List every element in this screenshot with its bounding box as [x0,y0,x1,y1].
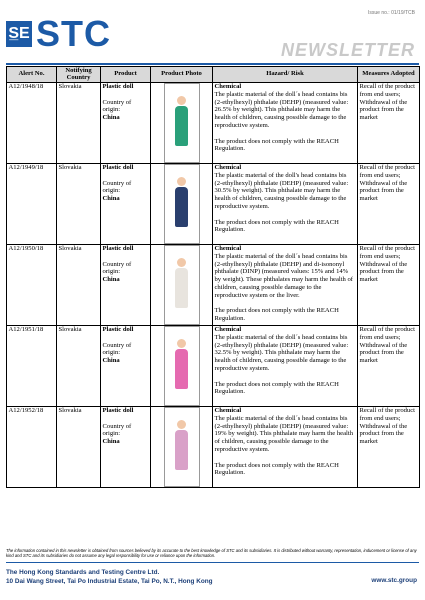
product-photo-cell [151,83,213,164]
measures-adopted: Recall of the product from end users; Withdrawal of the product from the market [358,326,420,407]
compliance-note: The product does not comply with the REACH Regulation. [214,461,339,477]
notifying-country: Slovakia [57,245,101,326]
table-row [7,326,420,407]
origin-country: China [102,276,120,284]
product-cell [101,83,151,164]
compliance-note: The product does not comply with the REACH Regulation. [214,137,339,153]
doll-head-shape [177,258,186,267]
origin-label: Country of origin: [102,341,132,357]
product-photo-cell [151,164,213,245]
doll-head-shape [177,96,186,105]
hazard-description: The plastic material of the doll´s head contains bis (2-ethylhexyl) phthalate (DEHP) (measured value: 26.5% by weight). This phthalate may harm the health of children, causing possible damage to the reproductive system. [214,90,349,129]
doll-body-shape [175,268,188,308]
hazard-description: The plastic material of the doll's head contains bis (2-ethylhexyl) phthalate (DEHP) (measured value: 30.5% by weight). This phthalate may harm the health of children, causing possible damage to the reproductive system. [214,171,349,210]
page-header [0,0,425,66]
product-cell [101,245,151,326]
doll-head-shape [177,339,186,348]
notifying-country: Slovakia [57,164,101,245]
hazard-cell [213,245,358,326]
doll-head-shape [177,420,186,429]
alert-number: A12/1952/18 [7,407,57,488]
stc-logo-mark: S̲E [6,21,32,47]
measures-adopted: Recall of the product from end users; Withdrawal of the product from the market [358,83,420,164]
header-alert-no: Alert No. [7,67,57,83]
measures-adopted: Recall of the product from end users; Withdrawal of the product from the market [358,245,420,326]
origin-country: China [102,438,120,446]
table-row [7,83,420,164]
product-cell [101,407,151,488]
footer-disclaimer: The information contained in this newsletter is obtained from sources believed by its accurate to the best knowledge of STC and its subsidiaries. It is distributed without warranty, representation, inducement or license of any kind and STC and its subsidiaries do not assume any legal responsibility for use or reliance upon the information. [6,548,417,558]
header-measures-adopted: Measures Adopted [358,67,420,83]
table-row [7,407,420,488]
hazard-type: Chemical [214,164,242,171]
hazard-type: Chemical [214,83,242,90]
company-website: www.stc.group [371,577,417,584]
hazard-cell [213,83,358,164]
company-name: The Hong Kong Standards and Testing Centre Ltd. [6,569,160,576]
header-product-photo: Product Photo [151,67,213,83]
origin-country: China [102,114,120,122]
doll-head-shape [177,177,186,186]
origin-country: China [102,357,120,365]
product-photo-cell [151,245,213,326]
stc-logo-text: STC [36,13,111,54]
product-photo [164,245,200,325]
product-type: Plastic doll [102,407,134,414]
hazard-description: The plastic material of the doll´s head contains bis (2-ethylhexyl) phthalate (DEHP) and di-isononyl phthalate (DINP) (measured values: 15% and 14% by weight). These phthalates may harm the health of children, causing possible damage to the reproductive system or the liver. [214,252,353,299]
product-cell [101,164,151,245]
header-product: Product [101,67,151,83]
product-type: Plastic doll [102,164,134,171]
hazard-type: Chemical [214,245,242,252]
hazard-type: Chemical [214,326,242,333]
origin-label: Country of origin: [102,179,132,195]
product-photo-cell [151,407,213,488]
alert-number: A12/1948/18 [7,83,57,164]
measures-adopted: Recall of the product from end users; Withdrawal of the product from the market [358,164,420,245]
product-type: Plastic doll [102,245,134,252]
origin-label: Country of origin: [102,98,132,114]
footer-divider [6,562,419,563]
notifying-country: Slovakia [57,83,101,164]
product-type: Plastic doll [102,326,134,333]
table-row [7,164,420,245]
notifying-country: Slovakia [57,407,101,488]
header-hazard-risk: Hazard/ Risk [213,67,358,83]
compliance-note: The product does not comply with the REACH Regulation. [214,218,339,234]
hazard-description: The plastic material of the doll´s head contains bis (2-ethylhexyl) phthalate (DEHP) (measured value: 19% by weight). This phthalate may harm the health of children, causing possible damage to the reproductive system. [214,414,353,453]
product-photo [164,407,200,487]
product-photo [164,83,200,163]
hazard-cell [213,407,358,488]
hazard-cell [213,164,358,245]
issue-number: Issue no.: 01/19/TCB [368,10,415,16]
compliance-note: The product does not comply with the REACH Regulation. [214,380,339,396]
alerts-table [6,66,420,488]
origin-country: China [102,195,120,203]
doll-body-shape [175,349,188,389]
origin-label: Country of origin: [102,260,132,276]
alert-number: A12/1951/18 [7,326,57,407]
alert-number: A12/1949/18 [7,164,57,245]
product-photo [164,164,200,244]
footer-company [6,568,213,586]
header-divider [6,63,419,65]
compliance-note: The product does not comply with the REACH Regulation. [214,307,339,323]
product-photo-cell [151,326,213,407]
alert-number: A12/1950/18 [7,245,57,326]
hazard-type: Chemical [214,407,242,414]
doll-body-shape [175,187,188,227]
product-photo [164,326,200,406]
doll-body-shape [175,106,188,146]
table-row [7,245,420,326]
notifying-country: Slovakia [57,326,101,407]
product-cell [101,326,151,407]
origin-label: Country of origin: [102,422,132,438]
hazard-cell [213,326,358,407]
table-header-row [7,67,420,83]
measures-adopted: Recall of the product from end users; Withdrawal of the product from the market [358,407,420,488]
header-notifying-country: Notifying Country [57,67,101,83]
product-type: Plastic doll [102,83,134,90]
company-address: 10 Dai Wang Street, Tai Po Industrial Estate, Tai Po, N.T., Hong Kong [6,578,213,585]
newsletter-title: NEWSLETTER [281,40,415,60]
doll-body-shape [175,430,188,470]
hazard-description: The plastic material of the doll´s head contains bis (2-ethylhexyl) phthalate (DEHP) (measured value: 32.5% by weight). This phthalate may harm the health of children, causing possible damage to the reproductive system. [214,333,349,372]
